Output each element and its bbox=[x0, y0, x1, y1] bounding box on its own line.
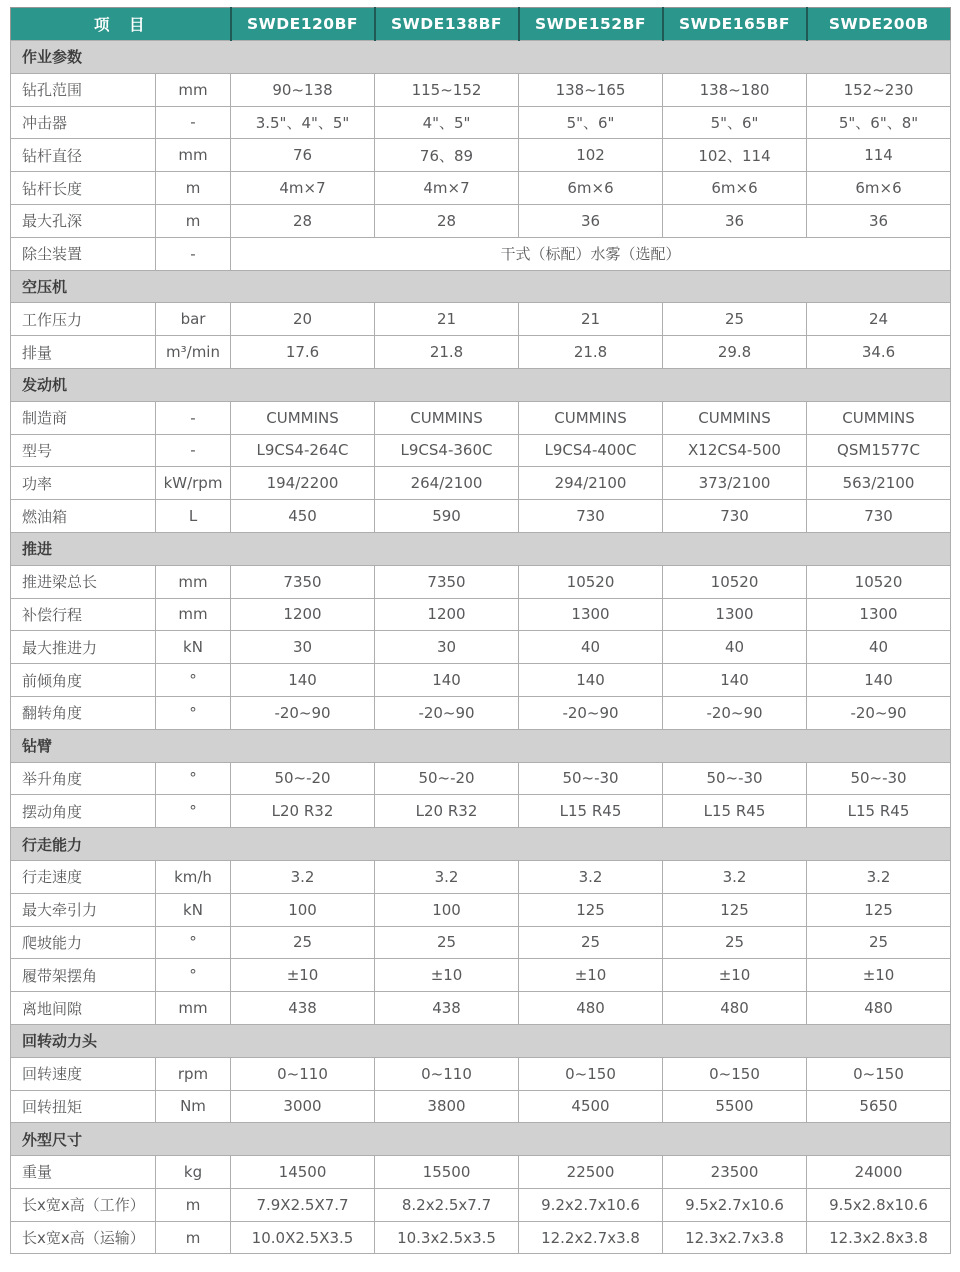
param-value: 3800 bbox=[375, 1090, 519, 1123]
spec-row bbox=[11, 336, 951, 369]
param-name: 最大牵引力 bbox=[11, 893, 156, 926]
spec-row bbox=[11, 303, 951, 336]
spec-row bbox=[11, 500, 951, 533]
param-value: 36 bbox=[663, 204, 807, 237]
param-value: 24 bbox=[807, 303, 951, 336]
param-value: 114 bbox=[807, 139, 951, 172]
param-value: 1200 bbox=[375, 598, 519, 631]
param-value: 480 bbox=[807, 992, 951, 1025]
param-value: 140 bbox=[375, 664, 519, 697]
param-value: -20~90 bbox=[807, 696, 951, 729]
param-unit: - bbox=[156, 434, 231, 467]
section-row bbox=[11, 1123, 951, 1156]
section-row bbox=[11, 368, 951, 401]
param-value: 0~110 bbox=[375, 1057, 519, 1090]
param-name: 回转速度 bbox=[11, 1057, 156, 1090]
param-name: 最大推进力 bbox=[11, 631, 156, 664]
param-value: 9.2x2.7x10.6 bbox=[519, 1188, 663, 1221]
spec-row bbox=[11, 139, 951, 172]
param-value: 3.2 bbox=[807, 860, 951, 893]
param-value: 25 bbox=[663, 303, 807, 336]
param-name: 履带架摆角 bbox=[11, 959, 156, 992]
param-unit: m bbox=[156, 204, 231, 237]
param-value: L20 R32 bbox=[375, 795, 519, 828]
spec-row bbox=[11, 631, 951, 664]
param-unit: - bbox=[156, 401, 231, 434]
param-value: 15500 bbox=[375, 1156, 519, 1189]
param-name: 补偿行程 bbox=[11, 598, 156, 631]
param-name: 钻杆直径 bbox=[11, 139, 156, 172]
param-name: 最大孔深 bbox=[11, 204, 156, 237]
param-value: 21.8 bbox=[519, 336, 663, 369]
param-value: 7.9X2.5X7.7 bbox=[231, 1188, 375, 1221]
param-value: 50~-30 bbox=[807, 762, 951, 795]
param-value: 563/2100 bbox=[807, 467, 951, 500]
param-value: 294/2100 bbox=[519, 467, 663, 500]
param-value: -20~90 bbox=[663, 696, 807, 729]
param-value: 8.2x2.5x7.7 bbox=[375, 1188, 519, 1221]
param-value: L20 R32 bbox=[231, 795, 375, 828]
param-value: CUMMINS bbox=[519, 401, 663, 434]
param-value: 28 bbox=[231, 204, 375, 237]
param-name: 重量 bbox=[11, 1156, 156, 1189]
spec-row bbox=[11, 237, 951, 270]
param-value: 25 bbox=[231, 926, 375, 959]
section-title: 回转动力头 bbox=[11, 1024, 951, 1057]
param-value: 438 bbox=[375, 992, 519, 1025]
section-title: 钻臂 bbox=[11, 729, 951, 762]
param-value: 730 bbox=[519, 500, 663, 533]
param-unit: ° bbox=[156, 696, 231, 729]
section-row bbox=[11, 729, 951, 762]
param-value: 22500 bbox=[519, 1156, 663, 1189]
param-unit: - bbox=[156, 237, 231, 270]
param-value: 730 bbox=[807, 500, 951, 533]
param-value: 12.3x2.7x3.8 bbox=[663, 1221, 807, 1254]
param-value: L9CS4-360C bbox=[375, 434, 519, 467]
param-unit: ° bbox=[156, 762, 231, 795]
param-value: 5"、6"、8" bbox=[807, 106, 951, 139]
param-name: 长x宽x高（运输） bbox=[11, 1221, 156, 1254]
param-value: CUMMINS bbox=[663, 401, 807, 434]
param-value: L15 R45 bbox=[519, 795, 663, 828]
param-value: 10.3x2.5x3.5 bbox=[375, 1221, 519, 1254]
param-value: 138~180 bbox=[663, 73, 807, 106]
param-value: L15 R45 bbox=[807, 795, 951, 828]
param-unit: mm bbox=[156, 73, 231, 106]
param-value: -20~90 bbox=[519, 696, 663, 729]
param-name: 排量 bbox=[11, 336, 156, 369]
param-value: 17.6 bbox=[231, 336, 375, 369]
param-value: 50~-30 bbox=[663, 762, 807, 795]
param-value: 100 bbox=[375, 893, 519, 926]
param-unit: ° bbox=[156, 795, 231, 828]
param-value: 1300 bbox=[663, 598, 807, 631]
param-value-merged: 干式（标配）水雾（选配） bbox=[231, 237, 951, 270]
param-value: 76、89 bbox=[375, 139, 519, 172]
param-value: 3.2 bbox=[231, 860, 375, 893]
param-value: 0~150 bbox=[807, 1057, 951, 1090]
param-value: 140 bbox=[663, 664, 807, 697]
param-value: 125 bbox=[519, 893, 663, 926]
param-value: 30 bbox=[231, 631, 375, 664]
param-value: 3000 bbox=[231, 1090, 375, 1123]
param-name: 翻转角度 bbox=[11, 696, 156, 729]
section-title: 推进 bbox=[11, 532, 951, 565]
param-value: 25 bbox=[375, 926, 519, 959]
param-name: 钻杆长度 bbox=[11, 172, 156, 205]
param-unit: kg bbox=[156, 1156, 231, 1189]
spec-row bbox=[11, 73, 951, 106]
param-value: 29.8 bbox=[663, 336, 807, 369]
param-value: 7350 bbox=[231, 565, 375, 598]
param-value: 21 bbox=[519, 303, 663, 336]
param-value: 36 bbox=[519, 204, 663, 237]
param-unit: m bbox=[156, 1188, 231, 1221]
param-value: 10520 bbox=[519, 565, 663, 598]
spec-row bbox=[11, 401, 951, 434]
param-value: 3.2 bbox=[663, 860, 807, 893]
param-value: 40 bbox=[807, 631, 951, 664]
param-value: 76 bbox=[231, 139, 375, 172]
param-value: 1300 bbox=[807, 598, 951, 631]
spec-row bbox=[11, 893, 951, 926]
section-row bbox=[11, 270, 951, 303]
param-unit: L bbox=[156, 500, 231, 533]
param-value: 5650 bbox=[807, 1090, 951, 1123]
spec-row bbox=[11, 860, 951, 893]
spec-row bbox=[11, 598, 951, 631]
spec-row bbox=[11, 1221, 951, 1254]
param-value: 480 bbox=[663, 992, 807, 1025]
model-header-swde120bf: SWDE120BF bbox=[231, 8, 375, 41]
model-header-swde152bf: SWDE152BF bbox=[519, 8, 663, 41]
param-value: 12.3x2.8x3.8 bbox=[807, 1221, 951, 1254]
param-value: 264/2100 bbox=[375, 467, 519, 500]
param-name: 燃油箱 bbox=[11, 500, 156, 533]
param-unit: ° bbox=[156, 959, 231, 992]
param-value: 5500 bbox=[663, 1090, 807, 1123]
spec-row bbox=[11, 795, 951, 828]
param-value: 480 bbox=[519, 992, 663, 1025]
section-title: 行走能力 bbox=[11, 828, 951, 861]
param-value: 10.0X2.5X3.5 bbox=[231, 1221, 375, 1254]
param-value: 6m×6 bbox=[519, 172, 663, 205]
param-value: 30 bbox=[375, 631, 519, 664]
param-value: 730 bbox=[663, 500, 807, 533]
spec-row bbox=[11, 106, 951, 139]
param-name: 回转扭矩 bbox=[11, 1090, 156, 1123]
param-unit: ° bbox=[156, 926, 231, 959]
param-name: 工作压力 bbox=[11, 303, 156, 336]
section-title: 空压机 bbox=[11, 270, 951, 303]
param-value: 36 bbox=[807, 204, 951, 237]
param-value: 590 bbox=[375, 500, 519, 533]
param-name: 除尘装置 bbox=[11, 237, 156, 270]
param-value: 115~152 bbox=[375, 73, 519, 106]
spec-row bbox=[11, 1156, 951, 1189]
section-title: 作业参数 bbox=[11, 41, 951, 74]
spec-table-body bbox=[11, 41, 951, 1254]
param-value: CUMMINS bbox=[231, 401, 375, 434]
param-unit: rpm bbox=[156, 1057, 231, 1090]
param-value: 0~150 bbox=[663, 1057, 807, 1090]
param-value: 24000 bbox=[807, 1156, 951, 1189]
param-value: 21.8 bbox=[375, 336, 519, 369]
param-unit: m bbox=[156, 1221, 231, 1254]
param-value: 12.2x2.7x3.8 bbox=[519, 1221, 663, 1254]
param-unit: m bbox=[156, 172, 231, 205]
param-value: 102 bbox=[519, 139, 663, 172]
param-name: 型号 bbox=[11, 434, 156, 467]
spec-row bbox=[11, 565, 951, 598]
param-value: 194/2200 bbox=[231, 467, 375, 500]
param-name: 制造商 bbox=[11, 401, 156, 434]
param-value: 0~150 bbox=[519, 1057, 663, 1090]
param-value: CUMMINS bbox=[807, 401, 951, 434]
model-header-swde200b: SWDE200B bbox=[807, 8, 951, 41]
param-name: 举升角度 bbox=[11, 762, 156, 795]
param-value: 0~110 bbox=[231, 1057, 375, 1090]
param-value: 3.2 bbox=[375, 860, 519, 893]
spec-row bbox=[11, 434, 951, 467]
param-value: 152~230 bbox=[807, 73, 951, 106]
param-name: 摆动角度 bbox=[11, 795, 156, 828]
param-unit: Nm bbox=[156, 1090, 231, 1123]
param-value: 140 bbox=[519, 664, 663, 697]
param-value: 7350 bbox=[375, 565, 519, 598]
spec-row bbox=[11, 172, 951, 205]
section-title: 外型尺寸 bbox=[11, 1123, 951, 1156]
param-value: QSM1577C bbox=[807, 434, 951, 467]
param-value: 10520 bbox=[807, 565, 951, 598]
param-value: 20 bbox=[231, 303, 375, 336]
param-value: 138~165 bbox=[519, 73, 663, 106]
param-value: 4m×7 bbox=[375, 172, 519, 205]
section-row bbox=[11, 828, 951, 861]
param-value: 373/2100 bbox=[663, 467, 807, 500]
param-value: -20~90 bbox=[375, 696, 519, 729]
param-value: 40 bbox=[663, 631, 807, 664]
param-value: 14500 bbox=[231, 1156, 375, 1189]
param-unit: mm bbox=[156, 139, 231, 172]
param-value: -20~90 bbox=[231, 696, 375, 729]
param-value: 10520 bbox=[663, 565, 807, 598]
param-value: 25 bbox=[807, 926, 951, 959]
param-unit: mm bbox=[156, 598, 231, 631]
param-unit: mm bbox=[156, 992, 231, 1025]
spec-row bbox=[11, 1188, 951, 1221]
param-unit: mm bbox=[156, 565, 231, 598]
spec-row bbox=[11, 696, 951, 729]
param-value: L15 R45 bbox=[663, 795, 807, 828]
param-value: ±10 bbox=[663, 959, 807, 992]
param-value: L9CS4-400C bbox=[519, 434, 663, 467]
param-value: 100 bbox=[231, 893, 375, 926]
param-value: 28 bbox=[375, 204, 519, 237]
spec-row bbox=[11, 467, 951, 500]
param-name: 推进梁总长 bbox=[11, 565, 156, 598]
section-row bbox=[11, 41, 951, 74]
spec-row bbox=[11, 1090, 951, 1123]
param-value: 3.2 bbox=[519, 860, 663, 893]
param-value: L9CS4-264C bbox=[231, 434, 375, 467]
param-value: 140 bbox=[807, 664, 951, 697]
param-value: 4500 bbox=[519, 1090, 663, 1123]
param-name: 功率 bbox=[11, 467, 156, 500]
param-value: 50~-30 bbox=[519, 762, 663, 795]
param-value: 125 bbox=[663, 893, 807, 926]
param-value: 9.5x2.8x10.6 bbox=[807, 1188, 951, 1221]
model-header-swde138bf: SWDE138BF bbox=[375, 8, 519, 41]
param-name: 长x宽x高（工作） bbox=[11, 1188, 156, 1221]
spec-row bbox=[11, 664, 951, 697]
param-value: 5"、6" bbox=[519, 106, 663, 139]
param-value: 1200 bbox=[231, 598, 375, 631]
spec-row bbox=[11, 204, 951, 237]
param-value: ±10 bbox=[375, 959, 519, 992]
param-value: 102、114 bbox=[663, 139, 807, 172]
param-unit: kN bbox=[156, 893, 231, 926]
param-value: 4"、5" bbox=[375, 106, 519, 139]
param-name: 行走速度 bbox=[11, 860, 156, 893]
param-value: 438 bbox=[231, 992, 375, 1025]
param-value: 50~-20 bbox=[231, 762, 375, 795]
spec-row bbox=[11, 959, 951, 992]
param-value: 125 bbox=[807, 893, 951, 926]
param-unit: bar bbox=[156, 303, 231, 336]
param-value: 5"、6" bbox=[663, 106, 807, 139]
param-value: 25 bbox=[663, 926, 807, 959]
section-row bbox=[11, 532, 951, 565]
param-value: 1300 bbox=[519, 598, 663, 631]
item-header-cell: 项 目 bbox=[11, 8, 231, 41]
section-row bbox=[11, 1024, 951, 1057]
param-name: 爬坡能力 bbox=[11, 926, 156, 959]
param-value: 9.5x2.7x10.6 bbox=[663, 1188, 807, 1221]
param-name: 离地间隙 bbox=[11, 992, 156, 1025]
param-unit: km/h bbox=[156, 860, 231, 893]
param-name: 冲击器 bbox=[11, 106, 156, 139]
param-value: 6m×6 bbox=[663, 172, 807, 205]
param-value: 34.6 bbox=[807, 336, 951, 369]
param-value: 40 bbox=[519, 631, 663, 664]
section-title: 发动机 bbox=[11, 368, 951, 401]
spec-table bbox=[10, 7, 951, 1254]
spec-row bbox=[11, 992, 951, 1025]
param-unit: - bbox=[156, 106, 231, 139]
param-value: ±10 bbox=[519, 959, 663, 992]
param-name: 钻孔范围 bbox=[11, 73, 156, 106]
param-unit: ° bbox=[156, 664, 231, 697]
param-value: ±10 bbox=[807, 959, 951, 992]
param-unit: kW/rpm bbox=[156, 467, 231, 500]
param-unit: m³/min bbox=[156, 336, 231, 369]
spec-row bbox=[11, 1057, 951, 1090]
param-name: 前倾角度 bbox=[11, 664, 156, 697]
param-value: 4m×7 bbox=[231, 172, 375, 205]
param-value: 25 bbox=[519, 926, 663, 959]
model-header-row bbox=[11, 8, 951, 41]
model-header-swde165bf: SWDE165BF bbox=[663, 8, 807, 41]
param-value: 3.5"、4"、5" bbox=[231, 106, 375, 139]
param-value: 90~138 bbox=[231, 73, 375, 106]
param-value: 50~-20 bbox=[375, 762, 519, 795]
param-value: 21 bbox=[375, 303, 519, 336]
param-value: ±10 bbox=[231, 959, 375, 992]
param-value: 23500 bbox=[663, 1156, 807, 1189]
param-value: CUMMINS bbox=[375, 401, 519, 434]
param-value: 140 bbox=[231, 664, 375, 697]
param-unit: kN bbox=[156, 631, 231, 664]
param-value: 6m×6 bbox=[807, 172, 951, 205]
spec-row bbox=[11, 926, 951, 959]
spec-row bbox=[11, 762, 951, 795]
param-value: X12CS4-500 bbox=[663, 434, 807, 467]
param-value: 450 bbox=[231, 500, 375, 533]
